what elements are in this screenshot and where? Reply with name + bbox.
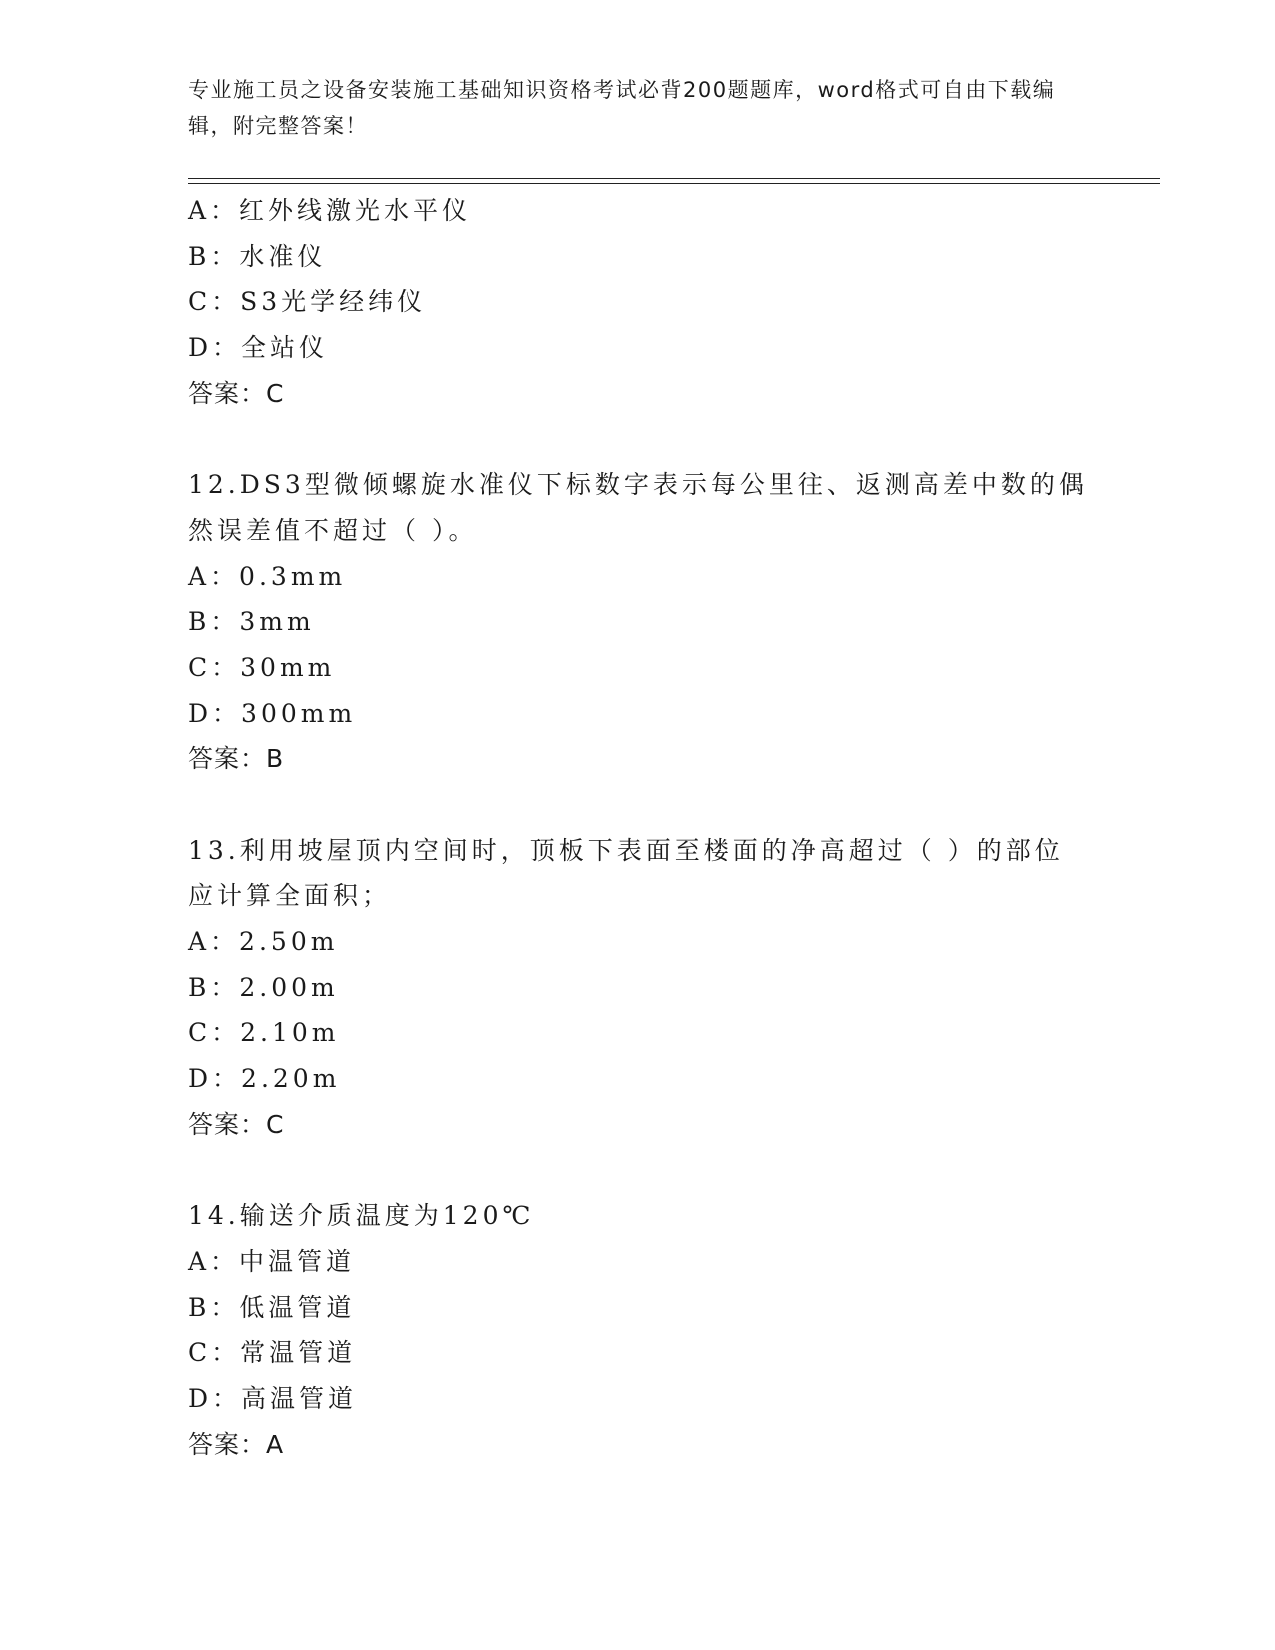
question-14-block [188, 1193, 1088, 1467]
option-b: B：低温管道 [188, 1292, 356, 1322]
option-d: D：高温管道 [188, 1383, 358, 1413]
option-c: C：常温管道 [188, 1338, 357, 1368]
divider-line [188, 178, 1160, 179]
option-a: A：中温管道 [188, 1246, 356, 1276]
option-d: D：2.20m [188, 1064, 341, 1094]
option-b: B：3mm [188, 607, 315, 637]
answer-line: 答案：C [188, 1109, 285, 1139]
answer-line: 答案：A [188, 1429, 285, 1459]
option-b: B：2.00m [188, 972, 339, 1002]
question-stem: 12.DS3型微倾螺旋水准仪下标数字表示每公里往、返测高差中数的偶然误差值不超过（ ）。 [188, 470, 1088, 545]
question-stem: 13.利用坡屋顶内空间时，顶板下表面至楼面的净高超过（ ）的部位应计算全面积； [188, 835, 1064, 911]
question-stem: 14.输送介质温度为120℃ [188, 1201, 535, 1231]
option-c: C：2.10m [188, 1018, 340, 1048]
question-list [188, 188, 1088, 1467]
option-c: C：S3光学经纬仪 [188, 287, 427, 317]
option-b: B：水准仪 [188, 241, 327, 271]
answer-line: 答案：C [188, 378, 285, 408]
answer-line: 答案：B [188, 744, 285, 774]
option-a: A：2.50m [188, 927, 339, 957]
option-a: A：红外线激光水平仪 [188, 196, 472, 225]
option-d: D：全站仪 [188, 333, 329, 363]
option-d: D：300mm [188, 698, 357, 728]
divider-line [188, 183, 1160, 184]
document-intro: 专业施工员之设备安装施工基础知识资格考试必背200题题库，word格式可自由下载编辑，附完整答案！ [188, 78, 1056, 138]
question-12-block [188, 462, 1088, 782]
question-13-block [188, 828, 1088, 1148]
option-c: C：30mm [188, 652, 336, 682]
question-11-block [188, 188, 1088, 416]
option-a: A：0.3mm [188, 561, 347, 591]
